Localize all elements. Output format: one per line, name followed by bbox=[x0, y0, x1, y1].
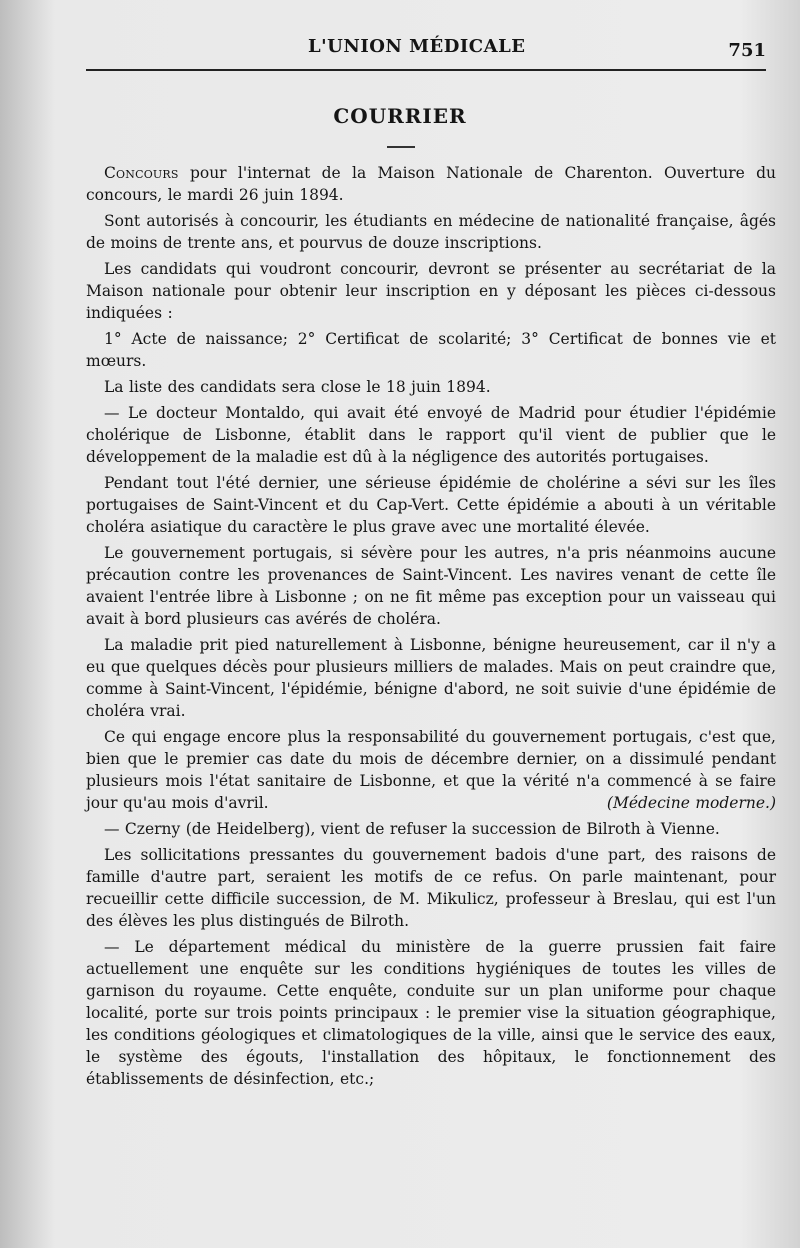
paragraph-12: Les sollicitations pressantes du gouvernement badois d'une part, des raisons de famille d'autre part, seraient les motifs de ce refus. On parle maintenant, pour recueillir cette difficile succession, de M. Mikulicz, professeur à Breslau, qui est l'un des élèves les plus distingués de Bilroth. bbox=[86, 846, 776, 930]
page-header bbox=[86, 28, 766, 72]
page-number: 751 bbox=[728, 40, 766, 61]
paragraph-5: La liste des candidats sera close le 18 juin 1894. bbox=[104, 378, 491, 396]
paragraph-9: La maladie prit pied naturellement à Lisbonne, bénigne heureusement, car il n'y a eu que quelques décès pour plusieurs milliers de malades. Mais on peut craindre que, comme à Saint-Vincent, l'épidémie, bénigne d'abord, ne soit suivie d'une épidémie de choléra vrai. bbox=[86, 636, 776, 720]
running-title: L'UNION MÉDICALE bbox=[308, 36, 526, 57]
header-rule bbox=[86, 69, 766, 71]
paragraph-text: pour l'internat de la Maison Nationale de Charenton. Ouverture du concours, le mardi 26 juin 1894. bbox=[86, 164, 776, 204]
paragraph-lead: Concours bbox=[104, 164, 179, 182]
paragraph-8: Le gouvernement portugais, si sévère pour les autres, n'a pris néanmoins aucune précaution contre les provenances de Saint-Vincent. Les navires venant de cette île avaient l'entrée libre à Lisbonne ; on ne fit même pas exception pour un vaisseau qui avait à bord plusieurs cas avérés de choléra. bbox=[86, 544, 776, 628]
source-citation: (Médecine moderne.) bbox=[606, 794, 776, 812]
paragraph-2: Sont autorisés à concourir, les étudiants en médecine de nationalité française, âgés de moins de trente ans, et pourvus de douze inscriptions. bbox=[86, 212, 776, 252]
paragraph-10 bbox=[86, 726, 776, 814]
paragraph-7: Pendant tout l'été dernier, une sérieuse épidémie de cholérine a sévi sur les îles portugaises de Saint-Vincent et du Cap-Vert. Cette épidémie a abouti à un véritable choléra asiatique du caractère le plus grave avec une mortalité élevée. bbox=[86, 474, 776, 536]
paragraph-text: Ce qui engage encore plus la responsabilité du gouvernement portugais, c'est que, bien que le premier cas date du mois de décembre dernier, on a dissimulé pendant plusieurs mois l'état sanitaire de Lisbonne, et que la vérité n'a commencé à se faire jour qu'au mois d'avril. bbox=[86, 728, 776, 812]
paragraph-1 bbox=[86, 162, 776, 206]
section-title: COURRIER bbox=[333, 104, 467, 128]
paragraph-3: Les candidats qui voudront concourir, devront se présenter au secrétariat de la Maison nationale pour obtenir leur inscription en y déposant les pièces ci-dessous indiquées : bbox=[86, 260, 776, 322]
paragraph-6: — Le docteur Montaldo, qui avait été envoyé de Madrid pour étudier l'épidémie cholérique de Lisbonne, établit dans le rapport qu'il vient de publier que le développement de la maladie est dû à la négligence des autorités portugaises. bbox=[86, 404, 776, 466]
paragraph-13: — Le département médical du ministère de la guerre prussien fait faire actuellement une enquête sur les conditions hygiéniques de toutes les villes de garnison du royaume. Cette enquête, conduite sur un plan uniforme pour chaque localité, porte sur trois points principaux : le premier vise la situation géographique, les conditions géologiques et climatologiques de la ville, ainsi que le service des eaux, le système des égouts, l'installation des hôpitaux, le fonctionnement des établissements de désinfection, etc.; bbox=[86, 938, 776, 1088]
paragraph-11: — Czerny (de Heidelberg), vient de refuser la succession de Bilroth à Vienne. bbox=[104, 820, 720, 838]
paragraph-4: 1° Acte de naissance; 2° Certificat de scolarité; 3° Certificat de bonnes vie et mœurs. bbox=[86, 330, 776, 370]
article-body bbox=[86, 162, 776, 1094]
title-rule bbox=[387, 146, 415, 148]
